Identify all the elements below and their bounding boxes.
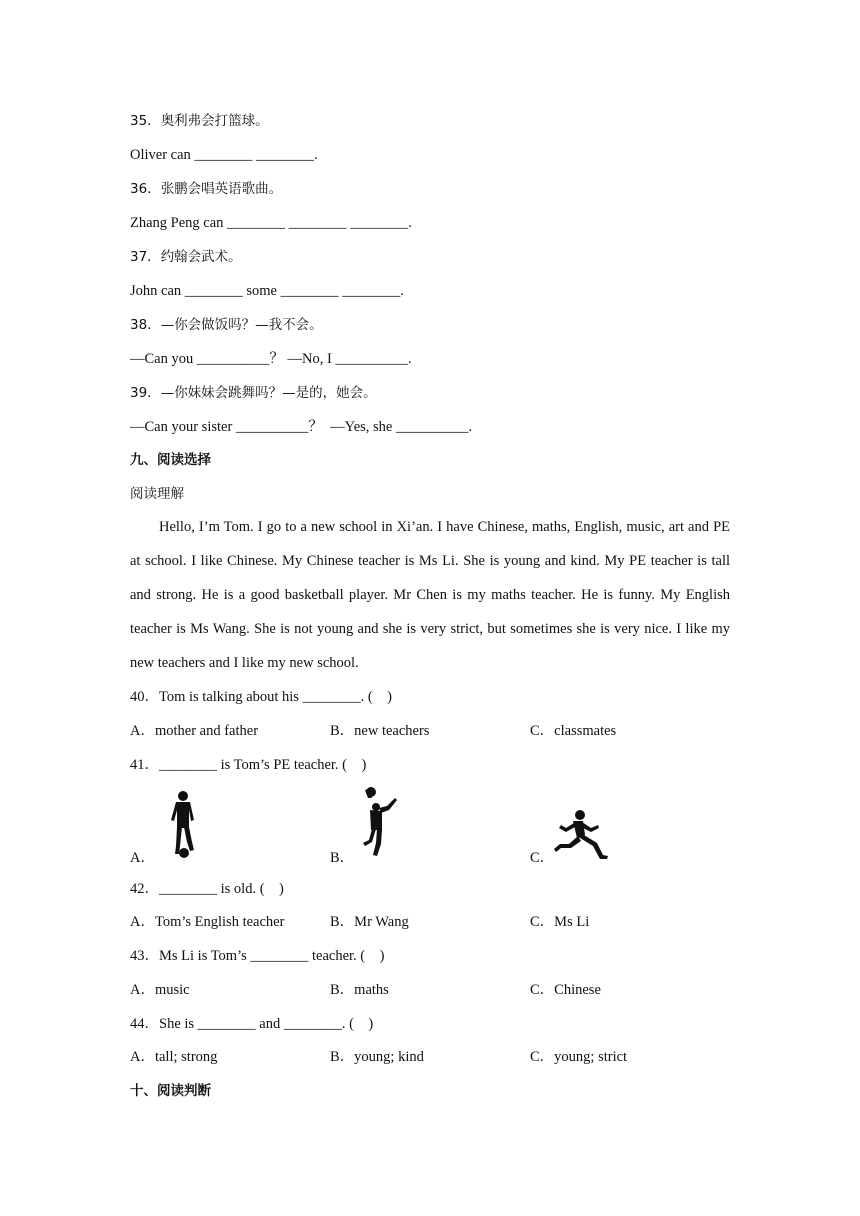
q41-option-b: B． bbox=[330, 850, 355, 866]
q44-option-a: A．tall; strong bbox=[130, 1049, 218, 1065]
q36-answer-line: Zhang Peng can ________ ________ ________. bbox=[130, 215, 412, 231]
q43-option-b: B．maths bbox=[330, 982, 389, 998]
chinese-sentence: 约翰会武术。 bbox=[160, 249, 242, 265]
reading-passage bbox=[130, 510, 730, 680]
q40-option-a: A．mother and father bbox=[130, 723, 259, 739]
q43-option-a: A．music bbox=[130, 982, 190, 998]
q38-prompt bbox=[130, 316, 323, 334]
q42-option-a: A．Tom’s English teacher bbox=[130, 914, 285, 930]
passage-text: Hello, I’m Tom. I go to a new school in Xi’an. I have Chinese, maths, English, music, art and PE at school. I like Chinese. My Chinese teacher is Ms Li. She is young and kind. My PE teacher is tall and strong. He is a good basketball player. Mr Chen is my maths teacher. He is funny. My English teacher is Ms Wang. She is not young and she is very strict, but sometimes she is very nice. I like my new teachers and I like my new school. bbox=[130, 519, 730, 671]
section-subtitle: 阅读理解 bbox=[130, 486, 184, 502]
question-number: 39． bbox=[130, 385, 161, 401]
q37-prompt bbox=[130, 248, 242, 266]
question-number: 35． bbox=[130, 113, 161, 129]
q39-answer-line: —Can your sister __________？ —Yes, she __________. bbox=[130, 419, 473, 435]
q39-prompt bbox=[130, 384, 377, 402]
chinese-sentence: —你会做饭吗？—我不会。 bbox=[160, 317, 323, 333]
q43-option-c: C．Chinese bbox=[530, 982, 601, 998]
q40-stem: 40．Tom is talking about his ________. ( ) bbox=[130, 689, 392, 705]
q43-stem: 43．Ms Li is Tom’s ________ teacher. ( ) bbox=[130, 948, 385, 964]
chinese-sentence: 张鹏会唱英语歌曲。 bbox=[160, 181, 283, 197]
q41-option-c: C． bbox=[530, 850, 555, 866]
q41-stem: 41．________ is Tom’s PE teacher. ( ) bbox=[130, 757, 367, 773]
q40-option-b: B．new teachers bbox=[330, 723, 430, 739]
soccer-player-icon bbox=[164, 790, 202, 860]
q38-answer-line: —Can you __________？ —No, I __________. bbox=[130, 351, 412, 367]
q35-answer-line: Oliver can ________ ________. bbox=[130, 147, 318, 163]
q44-option-c: C．young; strict bbox=[530, 1049, 628, 1065]
q44-stem: 44．She is ________ and ________. ( ) bbox=[130, 1016, 374, 1032]
section-title: 九、阅读选择 bbox=[130, 452, 211, 468]
q36-prompt bbox=[130, 180, 282, 198]
section-title: 十、阅读判断 bbox=[130, 1083, 211, 1099]
q42-stem: 42．________ is old. ( ) bbox=[130, 881, 284, 897]
chinese-sentence: 奥利弗会打篮球。 bbox=[160, 113, 269, 129]
q42-option-b: B．Mr Wang bbox=[330, 914, 409, 930]
chinese-sentence: —你妹妹会跳舞吗？—是的，她会。 bbox=[160, 385, 377, 401]
q42-option-c: C．Ms Li bbox=[530, 914, 590, 930]
q35-prompt bbox=[130, 112, 269, 130]
q37-answer-line: John can ________ some ________ ________. bbox=[130, 283, 404, 299]
question-number: 38． bbox=[130, 317, 161, 333]
question-number: 36． bbox=[130, 181, 161, 197]
q44-option-b: B．young; kind bbox=[330, 1049, 424, 1065]
question-number: 37． bbox=[130, 249, 161, 265]
q41-option-a: A． bbox=[130, 850, 155, 866]
basketball-player-icon bbox=[355, 786, 400, 858]
q40-option-c: C．classmates bbox=[530, 723, 617, 739]
runner-icon bbox=[553, 810, 611, 862]
